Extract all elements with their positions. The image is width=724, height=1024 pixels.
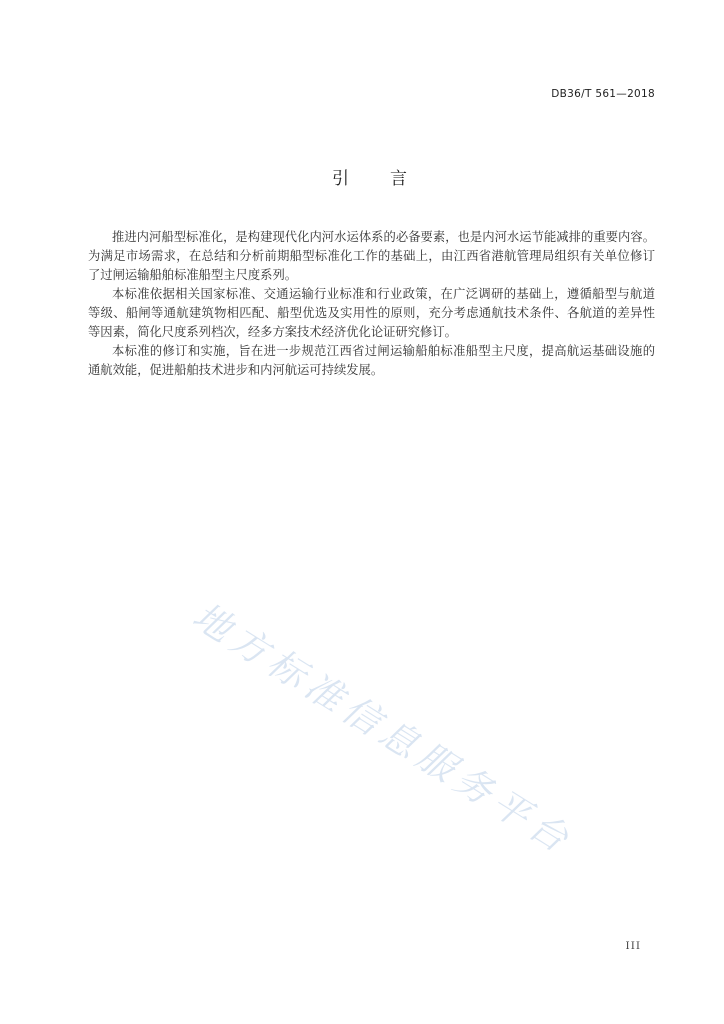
paragraph [88, 228, 655, 285]
text-line: 本标准的修订和实施，旨在进一步规范江西省过闸运输船舶标准船型主尺度，提高航运基础设施的 [112, 344, 655, 358]
text-line: 为满足市场需求，在总结和分析前期船型标准化工作的基础上，由江西省港航管理局组织有关单位修订 [88, 249, 655, 263]
text-line: 推进内河船型标准化，是构建现代化内河水运体系的必备要素，也是内河水运节能减排的重要内容。 [112, 230, 655, 244]
text-line: 通航效能，促进船舶技术进步和内河航运可持续发展。 [88, 363, 384, 377]
text-line: 了过闸运输船舶标准船型主尺度系列。 [88, 268, 298, 282]
document-code: DB36/T 561—2018 [551, 88, 655, 100]
page-title: 引言 [332, 169, 448, 189]
text-line: 等级、船闸等通航建筑物相匹配、船型优选及实用性的原则，充分考虑通航技术条件、各航道的差异性 [88, 306, 655, 320]
paragraph [88, 342, 655, 380]
watermark: 地方标准信息服务平台 [185, 594, 582, 864]
paragraph [88, 285, 655, 342]
body-text [88, 228, 655, 380]
text-line: 等因素，简化尺度系列档次，经多方案技术经济优化论证研究修订。 [88, 325, 457, 339]
text-line: 本标准依据相关国家标准、交通运输行业标准和行业政策，在广泛调研的基础上，遵循船型与航道 [112, 287, 655, 301]
page-number: III [625, 940, 641, 952]
